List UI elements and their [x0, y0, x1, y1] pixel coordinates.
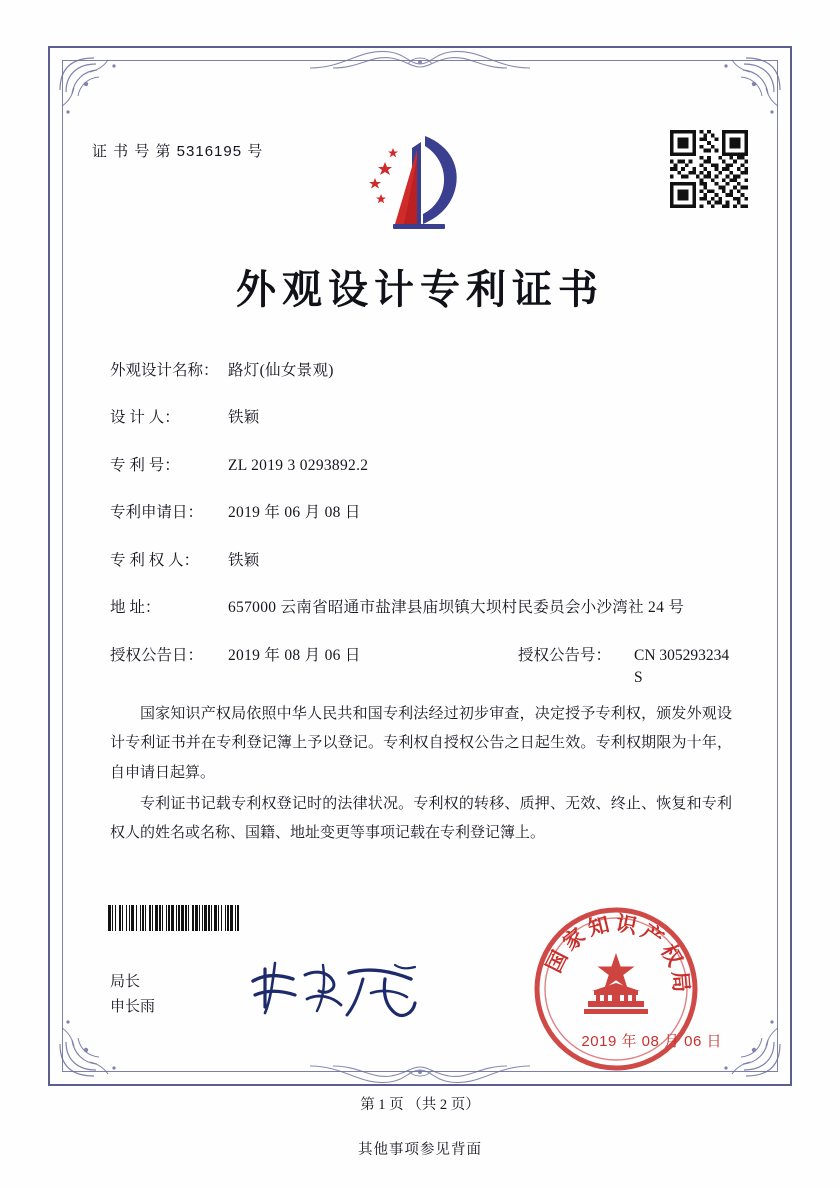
field-value: 铁颖 [228, 409, 260, 427]
field-value: 657000 云南省昭通市盐津县庙坝镇大坝村民委员会小沙湾社 24 号 [228, 599, 685, 617]
field-patentee [110, 550, 730, 572]
field-grant-announcement [110, 645, 730, 690]
field-label: 专 利 权 人： [110, 551, 200, 569]
back-side-note: 其他事项参见背面 [358, 1142, 482, 1158]
certificate-number: 证 书 号 第 5316195 号 [92, 143, 264, 160]
field-address [110, 597, 730, 619]
field-value: 2019 年 06 月 08 日 [228, 504, 361, 522]
top-center-ornament-icon [305, 42, 535, 76]
field-patent-number [110, 455, 730, 477]
seal-date: 2019 年 08 月 06 日 [581, 1033, 722, 1050]
signature-block [110, 970, 155, 1020]
field-value: 路灯(仙女景观) [228, 362, 334, 379]
svg-text:国家知识产权局: 国家知识产权局 [540, 910, 695, 998]
barcode [108, 905, 334, 931]
field-application-date [110, 502, 730, 524]
legal-paragraph: 专利证书记载专利权登记时的法律状况。专利权的转移、质押、无效、终止、恢复和专利权人的姓名或名称、国籍、地址变更等事项记载在专利登记簿上。 [110, 795, 732, 841]
field-design-name [110, 360, 730, 382]
director-role-label: 局长 [110, 974, 141, 990]
director-name-label: 申长雨 [110, 998, 156, 1015]
legal-text-block [110, 700, 732, 850]
field-label-secondary: 授权公告号： [518, 646, 612, 664]
field-label: 专利申请日： [110, 504, 204, 522]
page-title: 外观设计专利证书 [236, 266, 604, 313]
bottom-center-ornament-icon [305, 1058, 535, 1092]
cnipa-logo [355, 128, 485, 236]
field-value: 铁颖 [228, 551, 260, 569]
field-value: ZL 2019 3 0293892.2 [228, 456, 369, 474]
field-value: 2019 年 08 月 06 日 [228, 646, 361, 664]
field-label: 外观设计名称： [110, 362, 219, 379]
field-label: 地 址： [110, 599, 161, 617]
field-list [110, 360, 730, 715]
field-label: 专 利 号： [110, 456, 180, 474]
field-designer [110, 407, 730, 429]
legal-paragraph: 国家知识产权局依照中华人民共和国专利法经过初步审查，决定授予专利权，颁发外观设计专利证书并在专利登记簿上予以登记。专利权自授权公告之日起生效。专利权期限为十年，自申请日起算。 [110, 706, 732, 781]
field-label: 设 计 人： [110, 409, 180, 427]
signature-handwriting [245, 955, 435, 1025]
page-indicator: 第 1 页 （共 2 页） [360, 1097, 480, 1113]
field-label: 授权公告日： [110, 646, 204, 664]
qr-code [670, 130, 748, 208]
field-value-secondary: CN 305293234 S [634, 646, 730, 687]
